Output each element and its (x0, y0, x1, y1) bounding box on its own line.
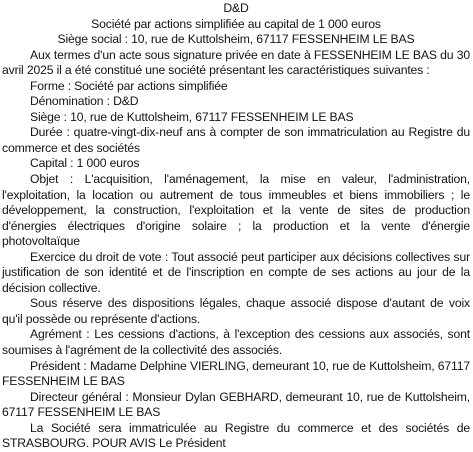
legal-notice (2, 1, 470, 452)
directeur-paragraph: Directeur général : Monsieur Dylan GEBHARD, demeurant 10, rue de Kuttolsheim, 67117 FESSENHEIM LE BAS (2, 389, 470, 420)
denomination-line: Dénomination : D&D (30, 94, 139, 109)
capital-line: Capital : 1 000 euros (30, 156, 140, 171)
agrement-paragraph: Agrément : Les cessions d'actions, à l'exception des cessions aux associés, sont soumises à l'agrément de la collectivité des associés. (2, 327, 470, 358)
intro-paragraph: Aux termes d'un acte sous signature privée en date à FESSENHEIM LE BAS du 30 avril 2025 il a été constitué une société présentant les caractéristiques suivantes : (2, 47, 470, 78)
company-name: D&D (223, 1, 249, 15)
company-form-capital: Société par actions simplifiée au capital de 1 000 euros (91, 16, 381, 31)
reserve-paragraph: Sous réserve des dispositions légales, chaque associé dispose d'autant de voix qu'il possède ou représente d'actions. (2, 296, 470, 326)
president-paragraph: Président : Madame Delphine VIERLING, demeurant 10, rue de Kuttolsheim, 67117 FESSENHEIM LE BAS (2, 358, 470, 389)
forme-line: Forme : Société par actions simplifiée (30, 78, 228, 93)
closing-paragraph: La Société sera immatriculée au Registre du commerce et des sociétés de STRASBOURG. POUR AVIS Le Président (2, 420, 470, 451)
siege-line: Siège : 10, rue de Kuttolsheim, 67117 FESSENHEIM LE BAS (30, 109, 354, 124)
vote-paragraph: Exercice du droit de vote : Tout associé peut participer aux décisions collectives sur justification de son identité et de l'inscription en compte de ses actions au jour de la décision collective. (2, 249, 470, 295)
registered-office: Siège social : 10, rue de Kuttolsheim, 67117 FESSENHEIM LE BAS (57, 32, 415, 47)
objet-paragraph: Objet : L'acquisition, l'aménagement, la mise en valeur, l'administration, l'exploitation, la location ou autrement de tous immeubles et biens immobiliers ; le développement, la construction, l'exploitation et la vente de sites de production d'énergies électriques d'origine solaire ; la production et la vente d'énergie photovoltaïque (2, 172, 470, 249)
duree-paragraph: Durée : quatre-vingt-dix-neuf ans à compter de son immatriculation au Registre du commerce et des sociétés (2, 125, 470, 155)
